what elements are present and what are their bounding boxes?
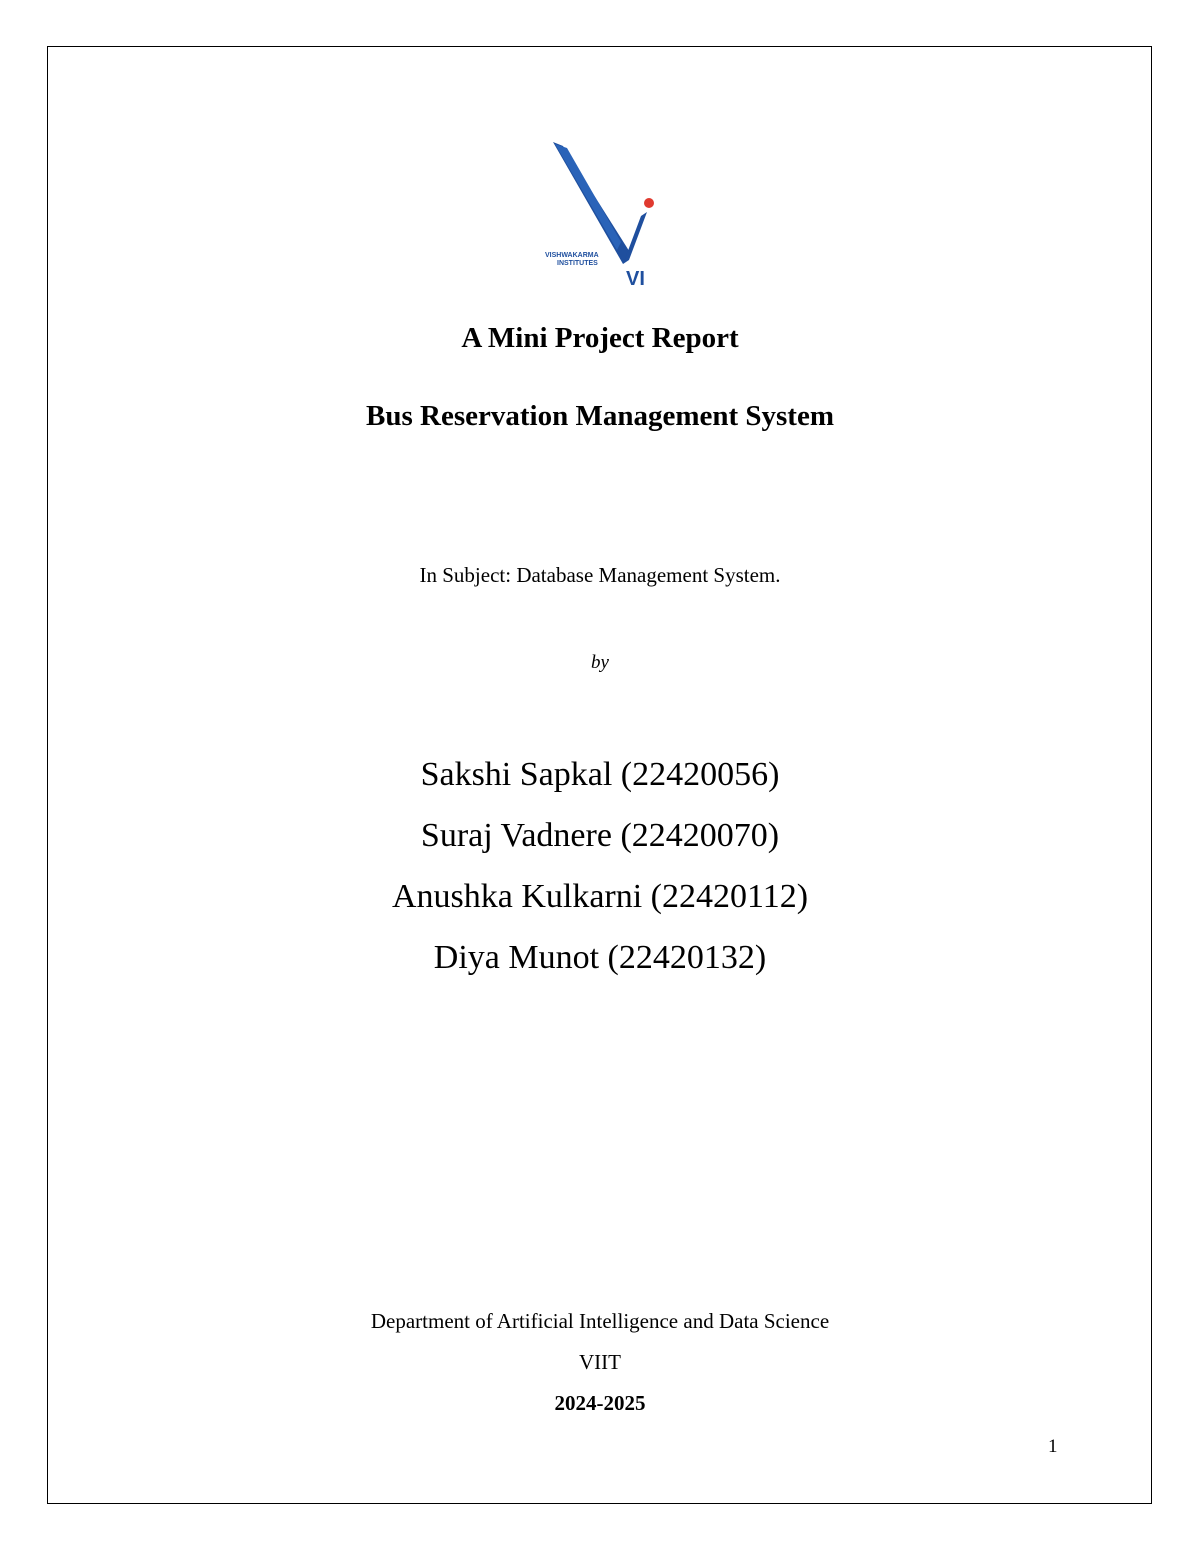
by-label: by <box>591 652 609 673</box>
academic-year: 2024-2025 <box>554 1391 646 1415</box>
author-name: Diya Munot (22420132) <box>433 939 767 976</box>
department-name: Department of Artificial Intelligence and Data Science <box>370 1309 830 1333</box>
author-name: Sakshi Sapkal (22420056) <box>420 756 780 793</box>
report-label: A Mini Project Report <box>461 322 739 354</box>
author-name: Suraj Vadnere (22420070) <box>420 817 780 854</box>
author-name: Anushka Kulkarni (22420112) <box>391 878 809 915</box>
institute-name: VIIT <box>579 1350 621 1374</box>
page-number: 1 <box>1048 1436 1058 1457</box>
logo-text-line1: VISHWAKARMA <box>545 252 599 259</box>
logo-monogram: VI <box>626 268 645 290</box>
author-list <box>0 744 1200 988</box>
project-title: Bus Reservation Management System <box>366 400 834 432</box>
vishwakarma-institutes-logo-icon <box>543 138 659 290</box>
institute-logo <box>543 138 659 290</box>
logo-text-line2: INSTITUTES <box>557 260 598 267</box>
subject-line: In Subject: Database Management System. <box>419 563 781 587</box>
